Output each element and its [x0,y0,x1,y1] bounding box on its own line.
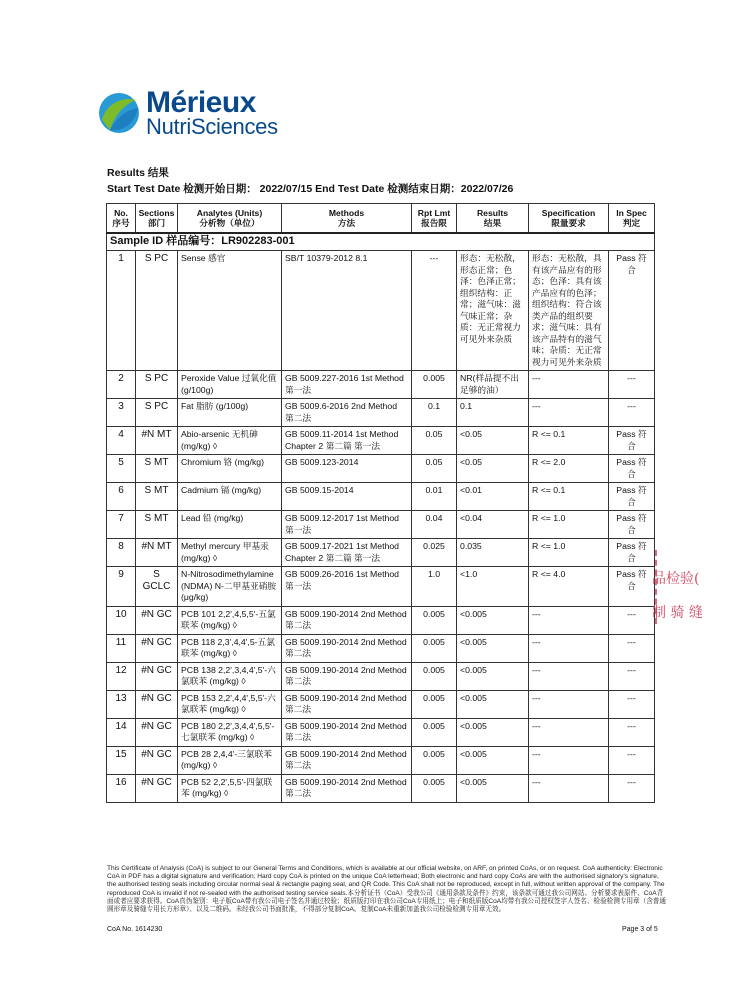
table-row [107,511,655,539]
cell-method: GB 5009.190-2014 2nd Method 第二法 [282,690,412,718]
cell-in-spec: Pass 符合 [609,251,655,371]
logo-text-merieux: Mérieux [146,86,256,119]
cell-analyte: Lead 铅 (mg/kg) [178,511,282,539]
cell-method: GB 5009.17-2021 1st Method Chapter 2 第二篇 第一法 [282,539,412,567]
table-row [107,371,655,399]
cell-result: <0.005 [457,718,529,746]
cell-specification: --- [529,634,609,662]
table-row [107,483,655,511]
cell-rpt-lmt: 0.04 [412,511,457,539]
cell-section: #N GC [136,690,178,718]
cell-rpt-lmt: 0.005 [412,634,457,662]
cell-specification: --- [529,371,609,399]
cell-result: NR(样品提不出足够的油） [457,371,529,399]
cell-analyte: Methyl mercury 甲基汞 (mg/kg) ◊ [178,539,282,567]
cell-section: #N MT [136,539,178,567]
cell-result: <0.05 [457,455,529,483]
cell-analyte: PCB 101 2,2',4,5,5'-五氯联苯 (mg/kg) ◊ [178,606,282,634]
table-row [107,427,655,455]
cell-analyte: PCB 138 2,2',3,4,4',5'-六氯联苯 (mg/kg) ◊ [178,662,282,690]
cell-result: <0.005 [457,606,529,634]
cell-rpt-lmt: 0.025 [412,539,457,567]
cell-in-spec: Pass 符合 [609,567,655,607]
cell-section: S MT [136,455,178,483]
cell-result: <0.005 [457,634,529,662]
cell-no: 1 [107,251,136,371]
cell-no: 4 [107,427,136,455]
cell-rpt-lmt: 0.05 [412,455,457,483]
cell-section: #N MT [136,427,178,455]
cell-in-spec: --- [609,718,655,746]
cell-method: GB 5009.12-2017 1st Method 第一法 [282,511,412,539]
cell-specification: --- [529,746,609,774]
header-analytes: Analytes (Units) 分析物（单位） [178,204,282,234]
cell-method: GB 5009.26-2016 1st Method 第一法 [282,567,412,607]
cell-no: 6 [107,483,136,511]
header-rpt-lmt: Rpt Lmt 报告限 [412,204,457,234]
cell-specification: --- [529,690,609,718]
company-logo [96,84,296,144]
cell-specification: R <= 2.0 [529,455,609,483]
cell-in-spec: --- [609,399,655,427]
logo-text-nutrisciences: NutriSciences [146,114,278,139]
table-row [107,251,655,371]
cell-rpt-lmt: 0.005 [412,371,457,399]
cell-method: GB 5009.190-2014 2nd Method 第二法 [282,662,412,690]
header-specification: Specification 限量要求 [529,204,609,234]
cell-rpt-lmt: 0.01 [412,483,457,511]
cell-section: S GCLC [136,567,178,607]
cell-no: 13 [107,690,136,718]
cell-in-spec: Pass 符合 [609,455,655,483]
cell-in-spec: --- [609,746,655,774]
cell-no: 2 [107,371,136,399]
cell-specification: --- [529,718,609,746]
cell-rpt-lmt: 0.1 [412,399,457,427]
table-row [107,539,655,567]
cell-no: 16 [107,774,136,802]
table-row [107,662,655,690]
cell-rpt-lmt: 0.005 [412,606,457,634]
cell-section: S PC [136,251,178,371]
cell-method: GB 5009.11-2014 1st Method Chapter 2 第二篇 第一法 [282,427,412,455]
table-row [107,606,655,634]
cell-specification: R <= 1.0 [529,511,609,539]
cell-method: GB 5009.190-2014 2nd Method 第二法 [282,718,412,746]
table-row [107,634,655,662]
cell-no: 14 [107,718,136,746]
cell-section: #N GC [136,662,178,690]
sample-id-row [107,233,655,251]
cell-method: GB 5009.190-2014 2nd Method 第二法 [282,606,412,634]
results-table [106,203,655,803]
table-row [107,567,655,607]
sample-id: Sample ID 样品编号：LR902283-001 [107,233,655,251]
cell-in-spec: --- [609,690,655,718]
cell-in-spec: Pass 符合 [609,511,655,539]
cell-section: #N GC [136,774,178,802]
cell-analyte: N-Nitrosodimethylamine (NDMA) N-二甲基亚硝胺 (μg/kg) [178,567,282,607]
cell-result: 0.1 [457,399,529,427]
cell-result: <0.01 [457,483,529,511]
cell-rpt-lmt: 0.005 [412,774,457,802]
cell-in-spec: --- [609,634,655,662]
table-row [107,718,655,746]
cell-result: <0.005 [457,690,529,718]
cell-analyte: PCB 28 2,4,4'-三氯联苯 (mg/kg) ◊ [178,746,282,774]
cell-specification: R <= 0.1 [529,483,609,511]
cell-result: <0.04 [457,511,529,539]
cell-analyte: PCB 153 2,2',4,4',5,5'-六氯联苯 (mg/kg) ◊ [178,690,282,718]
stamp-line-1: 品检验( [652,571,700,587]
table-row [107,690,655,718]
cell-method: GB 5009.123-2014 [282,455,412,483]
cell-method: GB 5009.6-2016 2nd Method 第二法 [282,399,412,427]
cell-no: 5 [107,455,136,483]
cell-result: 0.035 [457,539,529,567]
cell-in-spec: --- [609,774,655,802]
cell-no: 9 [107,567,136,607]
table-row [107,399,655,427]
footer-disclaimer: This Certificate of Analysis (CoA) is subject to our General Terms and Conditions, which is available at our official website, on ARF, on printed CoAs, or on request. CoA authenticity: Electronic CoA in PDF has a digital signature and verification; Hard copy CoA is printed on the unique CoA letterhead; Both electronic and hard copy CoAs are with the authorised signatory's signature, the authorised testing seals including circular normal seal & rectangle paging seal, and QR Code. This CoA shall not be reproduced, except in full, without written approval of the company. The reproduced CoA is invalid if not re-sealed with the authorised testing service seals.本分析证书（CoA）受我公司《通用条款及条件》约束，该条款可通过我公司网站、分析要求表原件、CoA背面或者应要求获得。CoA真伪鉴别：电子版CoA带有我公司电子签名并通过校验；纸质版打印在我公司CoA专用纸上；电子和纸质版CoA均带有我公司授权签字人签名、检验检测专用章（含普通圆形章及骑缝专用长方形章）、以及二维码。未经我公司书面批准，不得部分复制CoA。复制CoA未重新加盖我公司检验检测专用章无效。 [107,865,667,914]
header-no: No. 序号 [107,204,136,234]
cell-in-spec: --- [609,662,655,690]
cell-section: S PC [136,371,178,399]
cell-method: GB 5009.190-2014 2nd Method 第二法 [282,746,412,774]
cell-rpt-lmt: 0.005 [412,662,457,690]
cell-result: <0.005 [457,774,529,802]
coa-number: CoA No. 1614230 [107,926,163,933]
cell-analyte: PCB 52 2,2',5,5'-四氯联苯 (mg/kg) ◊ [178,774,282,802]
cell-in-spec: Pass 符合 [609,539,655,567]
cell-analyte: Peroxide Value 过氧化值 (g/100g) [178,371,282,399]
cell-no: 8 [107,539,136,567]
cell-no: 3 [107,399,136,427]
cell-section: #N GC [136,718,178,746]
cell-analyte: Abio-arsenic 无机砷 (mg/kg) ◊ [178,427,282,455]
cell-method: GB 5009.190-2014 2nd Method 第二法 [282,774,412,802]
table-row [107,746,655,774]
table-row [107,455,655,483]
cell-analyte: Chromium 铬 (mg/kg) [178,455,282,483]
stamp-line-2: 制 骑 缝 [652,605,703,621]
cell-analyte: PCB 180 2,2',3,4,4',5,5'-七氯联苯 (mg/kg) ◊ [178,718,282,746]
cell-section: S PC [136,399,178,427]
results-title: Results 结果 [107,167,169,179]
cell-rpt-lmt: 1.0 [412,567,457,607]
header-methods: Methods 方法 [282,204,412,234]
header-results: Results 结果 [457,204,529,234]
cell-no: 10 [107,606,136,634]
cell-specification: --- [529,399,609,427]
cell-no: 11 [107,634,136,662]
page-number: Page 3 of 5 [622,926,658,933]
cell-method: GB 5009.190-2014 2nd Method 第二法 [282,634,412,662]
cell-analyte: Sense 感官 [178,251,282,371]
cell-in-spec: --- [609,606,655,634]
cell-specification: --- [529,662,609,690]
cell-no: 15 [107,746,136,774]
cell-rpt-lmt: 0.005 [412,690,457,718]
header-sections: Sections 部门 [136,204,178,234]
cell-specification: --- [529,606,609,634]
cell-rpt-lmt: 0.05 [412,427,457,455]
cell-method: SB/T 10379-2012 8.1 [282,251,412,371]
cell-section: #N GC [136,746,178,774]
cell-result: <0.005 [457,746,529,774]
cell-section: S MT [136,511,178,539]
cell-rpt-lmt: --- [412,251,457,371]
cell-specification: R <= 0.1 [529,427,609,455]
cell-in-spec: --- [609,371,655,399]
cell-rpt-lmt: 0.005 [412,718,457,746]
cell-analyte: PCB 118 2,3',4,4',5-五氯联苯 (mg/kg) ◊ [178,634,282,662]
cell-specification: 形态：无松散，具有该产品应有的形态；色泽：具有该产品应有的色泽；组织结构：符合该类产品的组织要求；滋气味：具有该产品特有的滋气味；杂质：无正常视力可见外来杂质 [529,251,609,371]
cell-result: <1.0 [457,567,529,607]
cell-specification: R <= 4.0 [529,567,609,607]
cell-analyte: Cadmium 镉 (mg/kg) [178,483,282,511]
table-row [107,774,655,802]
cell-result: <0.005 [457,662,529,690]
paging-seal-stamp [652,552,703,632]
cell-section: #N GC [136,634,178,662]
cell-result: <0.05 [457,427,529,455]
cell-no: 12 [107,662,136,690]
cell-specification: --- [529,774,609,802]
cell-method: GB 5009.15-2014 [282,483,412,511]
test-dates: Start Test Date 检测开始日期： 2022/07/15 End Test Date 检测结束日期：2022/07/26 [107,183,514,195]
cell-in-spec: Pass 符合 [609,483,655,511]
cell-section: S MT [136,483,178,511]
merieux-logo-icon [96,90,142,136]
cell-no: 7 [107,511,136,539]
table-header-row [107,204,655,234]
cell-specification: R <= 1.0 [529,539,609,567]
cell-result: 形态：无松散，形态正常；色泽：色泽正常；组织结构：正常；滋气味：滋气味正常；杂质：无正常视力可见外来杂质 [457,251,529,371]
cell-section: #N GC [136,606,178,634]
header-in-spec: In Spec 判定 [609,204,655,234]
cell-method: GB 5009.227-2016 1st Method 第一法 [282,371,412,399]
cell-in-spec: Pass 符合 [609,427,655,455]
cell-analyte: Fat 脂肪 (g/100g) [178,399,282,427]
cell-rpt-lmt: 0.005 [412,746,457,774]
